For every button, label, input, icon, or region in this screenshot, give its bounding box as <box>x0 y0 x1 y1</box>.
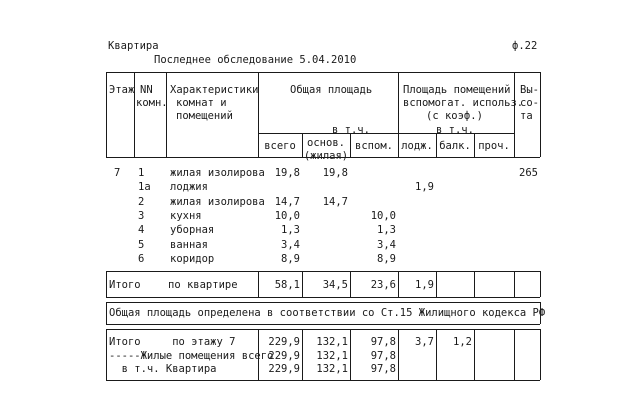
col-other: проч. <box>478 140 510 152</box>
room-name: кухня <box>170 209 202 222</box>
col-balcony: балк. <box>439 140 471 152</box>
room-number: 3 <box>138 209 145 222</box>
header-aux-area-3: (с коэф.) <box>426 110 483 122</box>
header-height-2: со- <box>520 97 539 109</box>
floor-total-label: Итого по этажу 7 <box>109 336 236 348</box>
header-height-3: та <box>520 110 533 122</box>
room-number: 1 <box>138 167 145 179</box>
header-aux-area-1: Площадь помещений <box>403 84 511 96</box>
room-name: ванная <box>170 238 208 251</box>
height-value: 265 <box>519 167 538 179</box>
room-main-area: 14,7 <box>322 195 348 208</box>
room-total-area: 10,0 <box>274 209 300 222</box>
room-number: 6 <box>138 252 145 265</box>
apartment-total-loggia: 1,9 <box>415 279 434 291</box>
room-name: лоджия <box>170 181 208 194</box>
header-floor: Этаж <box>109 84 135 96</box>
col-main: основ. <box>307 137 345 149</box>
header-nn: NN <box>140 84 153 96</box>
floor-total-aux: 97,8 <box>370 336 396 348</box>
floor-total-main: 132,1 <box>316 363 348 375</box>
col-loggia: лодж. <box>401 140 433 152</box>
room-loggia-area: 1,9 <box>415 181 434 194</box>
floor-total-label: в т.ч. Квартира <box>109 363 217 375</box>
room-number: 2 <box>138 195 145 208</box>
room-aux-area: 8,9 <box>377 252 396 265</box>
room-number: 4 <box>138 224 145 237</box>
room-aux-area: 3,4 <box>377 238 396 251</box>
room-number: 1а <box>138 181 151 194</box>
header-chars-3: помещений <box>176 110 233 122</box>
form-code: ф.22 <box>512 40 538 52</box>
floor-total-main: 132,1 <box>316 336 348 348</box>
room-total-area: 8,9 <box>281 252 300 265</box>
floor-total-balcony: 1,2 <box>453 336 472 348</box>
header-incl-1: в т.ч. <box>332 124 370 136</box>
header-aux-area-2: вспомогат. использ. <box>403 97 524 109</box>
document-title: Квартира <box>108 40 159 52</box>
room-aux-area: 10,0 <box>370 209 396 222</box>
header-incl-2: в т.ч. <box>436 124 474 136</box>
floor-total-area: 229,9 <box>268 349 300 362</box>
floor-total-loggia: 3,7 <box>415 336 434 348</box>
floor-total-area: 229,9 <box>268 336 300 348</box>
room-name: жилая изолирова <box>170 167 265 179</box>
col-aux: вспом. <box>355 140 393 152</box>
room-aux-area: 1,3 <box>377 224 396 237</box>
col-main-living: (жилая) <box>303 150 349 162</box>
survey-date: Последнее обследование 5.04.2010 <box>154 54 357 66</box>
room-name: жилая изолирова <box>170 195 265 208</box>
room-total-area: 19,8 <box>274 167 300 179</box>
room-total-area: 14,7 <box>274 195 300 208</box>
apartment-total-aux: 23,6 <box>370 279 396 291</box>
floor-total-main: 132,1 <box>316 349 348 362</box>
area-note: Общая площадь определена в соответствии со Ст.15 Жилищного кодекса РФ <box>109 307 546 319</box>
room-name: коридор <box>170 252 215 265</box>
header-chars-1: Характеристики <box>170 84 259 96</box>
apartment-total-label: Итого <box>109 279 141 291</box>
room-name: уборная <box>170 224 215 237</box>
apartment-total-main: 34,5 <box>322 279 348 291</box>
col-total: всего <box>264 140 296 152</box>
floor-total-aux: 97,8 <box>370 363 396 375</box>
header-nn-komn: комн. <box>136 97 168 109</box>
floor-total-aux: 97,8 <box>370 349 396 362</box>
header-total-area: Общая площадь <box>290 84 373 96</box>
apartment-total-area: 58,1 <box>274 279 300 291</box>
room-number: 5 <box>138 238 145 251</box>
floor-value: 7 <box>114 167 121 179</box>
apartment-total-sublabel: по квартире <box>168 279 238 291</box>
room-total-area: 3,4 <box>281 238 300 251</box>
floor-total-area: 229,9 <box>268 363 300 375</box>
header-height-1: Вы- <box>520 84 539 96</box>
header-chars-2: комнат и <box>176 97 227 109</box>
floor-total-label: -----Жилые помещения всего <box>109 349 274 362</box>
room-total-area: 1,3 <box>281 224 300 237</box>
room-main-area: 19,8 <box>322 167 348 179</box>
